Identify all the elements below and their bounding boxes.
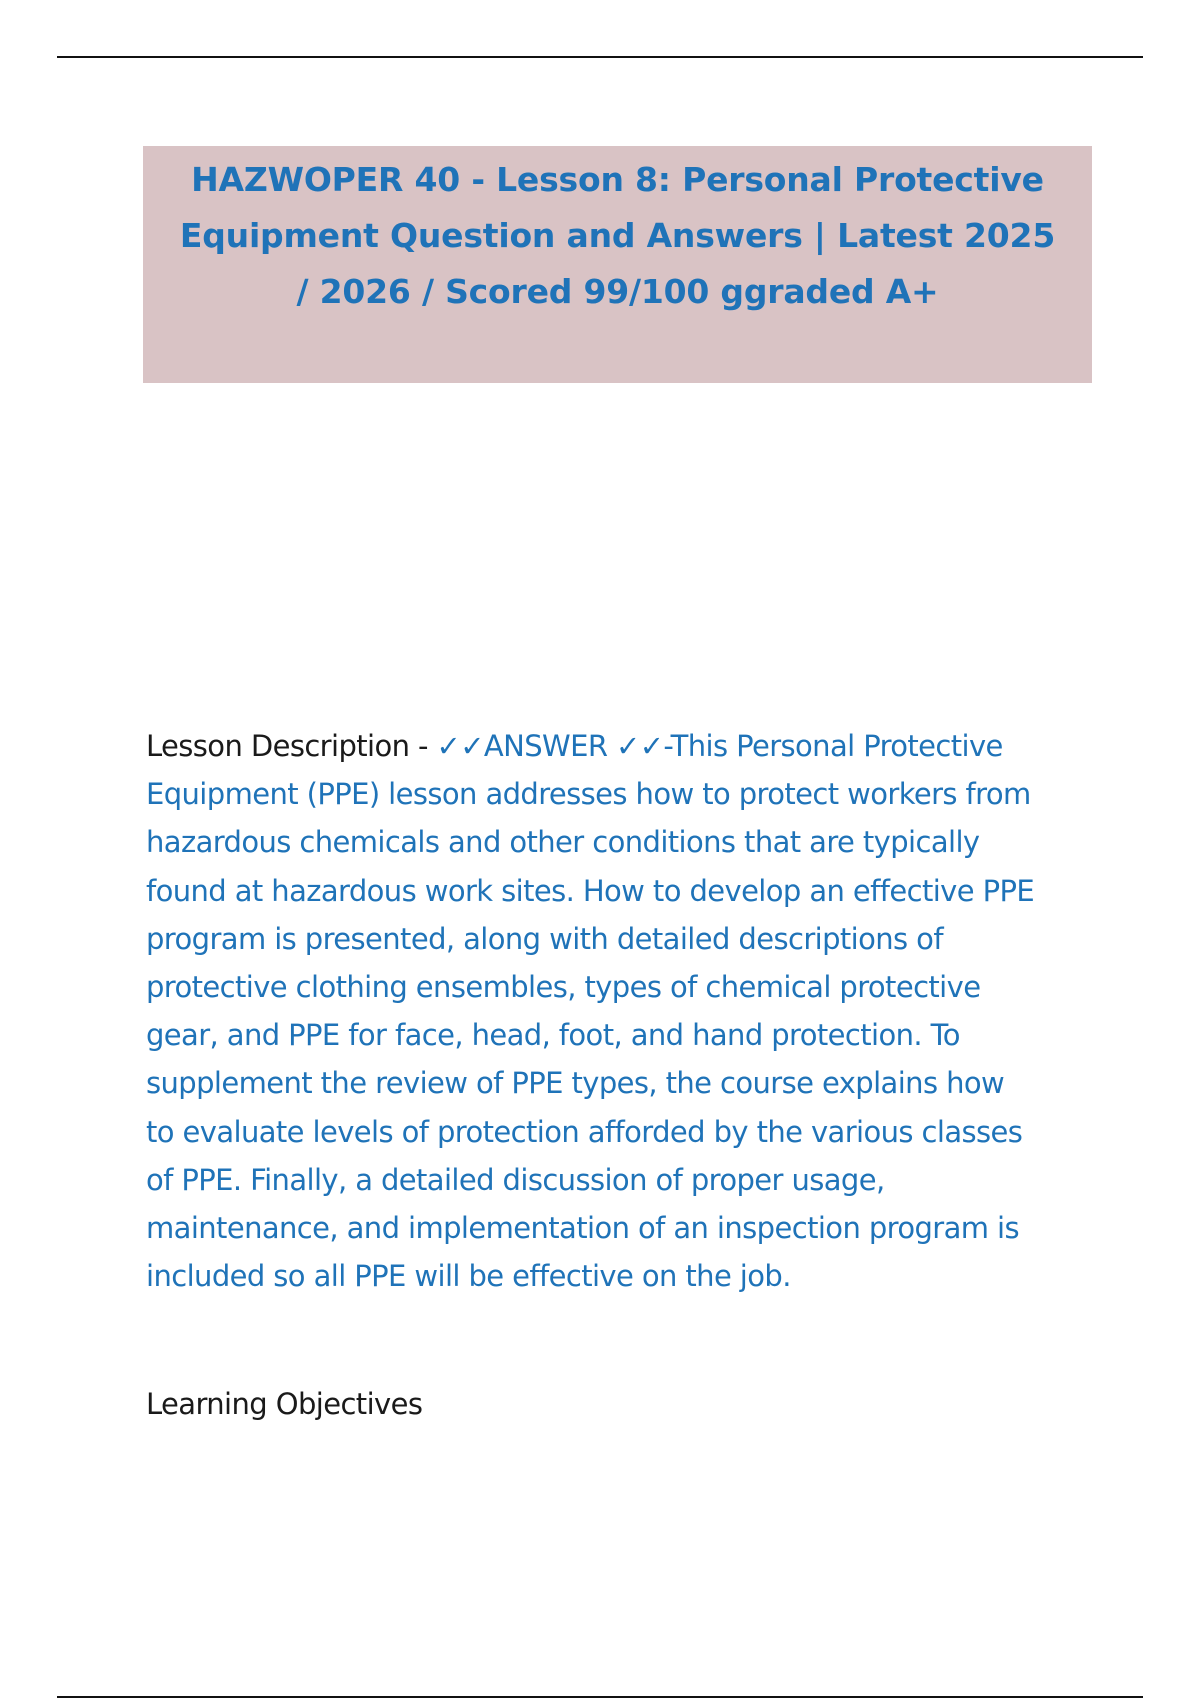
description-line-7: gear, and PPE for face, head, foot, and hand protection. To <box>146 1018 960 1053</box>
title-banner <box>143 146 1092 383</box>
description-line-12: included so all PPE will be effective on the job. <box>146 1259 791 1294</box>
description-line-2: Equipment (PPE) lesson addresses how to protect workers from <box>146 777 1031 812</box>
description-line-6: protective clothing ensembles, types of chemical protective <box>146 970 981 1005</box>
lesson-description <box>146 722 1106 1300</box>
description-line-11: maintenance, and implementation of an inspection program is <box>146 1211 1020 1246</box>
bottom-rule <box>57 1696 1143 1698</box>
description-line-5: program is presented, along with detailed descriptions of <box>146 921 943 956</box>
description-label: Lesson Description - <box>146 729 437 763</box>
title-line-3: / 2026 / Scored 99/100 ggraded A+ <box>296 272 939 311</box>
description-line-10: of PPE. Finally, a detailed discussion of proper usage, <box>146 1162 885 1197</box>
title-line-2: Equipment Question and Answers | Latest 2025 <box>179 216 1056 255</box>
description-first-line <box>146 722 1106 770</box>
document-title <box>143 152 1092 320</box>
description-line-9: to evaluate levels of protection afforded by the various classes <box>146 1114 1023 1149</box>
top-rule <box>57 56 1143 58</box>
description-line-4: found at hazardous work sites. How to develop an effective PPE <box>146 873 1035 908</box>
answer-marker: ✓✓ANSWER ✓✓- <box>436 729 671 763</box>
learning-objectives-heading: Learning Objectives <box>146 1387 423 1421</box>
description-line-8: supplement the review of PPE types, the course explains how <box>146 1066 1005 1101</box>
description-line-1: This Personal Protective <box>670 729 1003 763</box>
title-line-1: HAZWOPER 40 - Lesson 8: Personal Protective <box>191 160 1044 199</box>
description-line-3: hazardous chemicals and other conditions that are typically <box>146 825 980 860</box>
